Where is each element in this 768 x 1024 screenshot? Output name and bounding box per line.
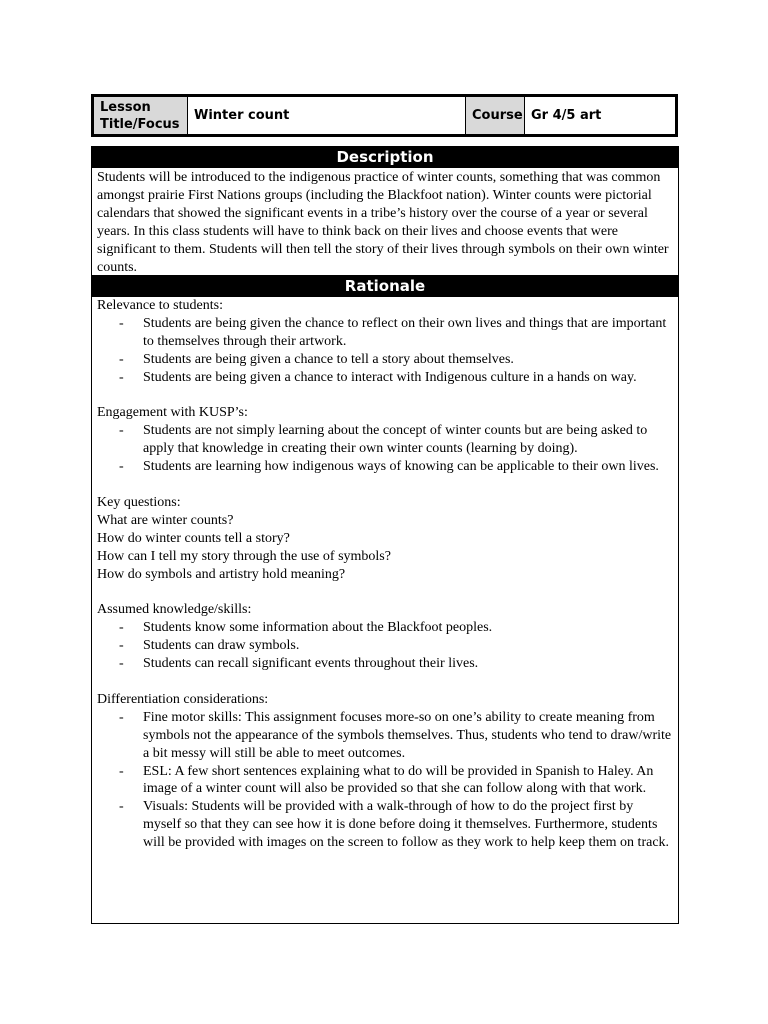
course-label: Course [466, 97, 525, 134]
lesson-plan-section [91, 146, 679, 924]
lesson-header-table [91, 94, 678, 137]
lesson-title-value: Winter count [188, 97, 466, 134]
differentiation-list [97, 709, 673, 852]
list-item: - ESL: A few short sentences explaining what to do will be provided in Spanish to Haley. An image of a winter count will also be provided so that she can follow along with that work. [97, 763, 673, 799]
key-question: What are winter counts? [97, 512, 234, 528]
rationale-heading: Rationale [92, 276, 678, 297]
assumed-heading: Assumed knowledge/skills: [97, 602, 252, 618]
rationale-body [92, 297, 678, 852]
relevance-list [97, 315, 673, 387]
description-text: Students will be introduced to the indigenous practice of winter counts, something that was common amongst prairie First Nations groups (including the Blackfoot nation). Winter counts were pictorial calendars that showed the significant events in a tribe’s history over the course of a year or several years. In this class students will have to think back on their lives and choose events that were significant to them. Students will then tell the story of their lives through symbols on their own winter counts. [92, 168, 678, 276]
key-question: How can I tell my story through the use of symbols? [97, 548, 391, 564]
engagement-heading: Engagement with KUSP’s: [97, 405, 248, 421]
lesson-title-label: Lesson Title/Focus [94, 97, 188, 134]
differentiation-heading: Differentiation considerations: [97, 691, 269, 707]
list-item: - Students can draw symbols. [97, 637, 673, 655]
course-value: Gr 4/5 art [531, 108, 602, 123]
engagement-list [97, 422, 673, 476]
list-item: - Students are being given a chance to interact with Indigenous culture in a hands on way. [97, 369, 673, 387]
list-item: - Fine motor skills: This assignment focuses more-so on one’s ability to create meaning from symbols not the appearance of the symbols themselves. Thus, students who tend to draw/write a bit messy will still be able to meet outcomes. [97, 709, 673, 763]
key-question: How do winter counts tell a story? [97, 530, 290, 546]
list-item: - Visuals: Students will be provided with a walk-through of how to do the project first by myself so that they can see how it is done before doing it themselves. Furthermore, students will be provided with images on the screen to follow as they work to help keep them on track. [97, 798, 673, 852]
key-questions-heading: Key questions: [97, 494, 181, 510]
description-heading: Description [92, 147, 678, 168]
list-item: - Students know some information about the Blackfoot peoples. [97, 619, 673, 637]
key-question: How do symbols and artistry hold meaning? [97, 566, 346, 582]
list-item: - Students are being given the chance to reflect on their own lives and things that are important to themselves through their artwork. [97, 315, 673, 351]
list-item: - Students are learning how indigenous ways of knowing can be applicable to their own lives. [97, 458, 673, 476]
list-item: - Students can recall significant events throughout their lives. [97, 655, 673, 673]
assumed-list [97, 619, 673, 673]
relevance-heading: Relevance to students: [97, 298, 223, 313]
list-item: - Students are not simply learning about the concept of winter counts but are being asked to apply that knowledge in creating their own winter counts (learning by doing). [97, 422, 673, 458]
list-item: - Students are being given a chance to tell a story about themselves. [97, 351, 673, 369]
